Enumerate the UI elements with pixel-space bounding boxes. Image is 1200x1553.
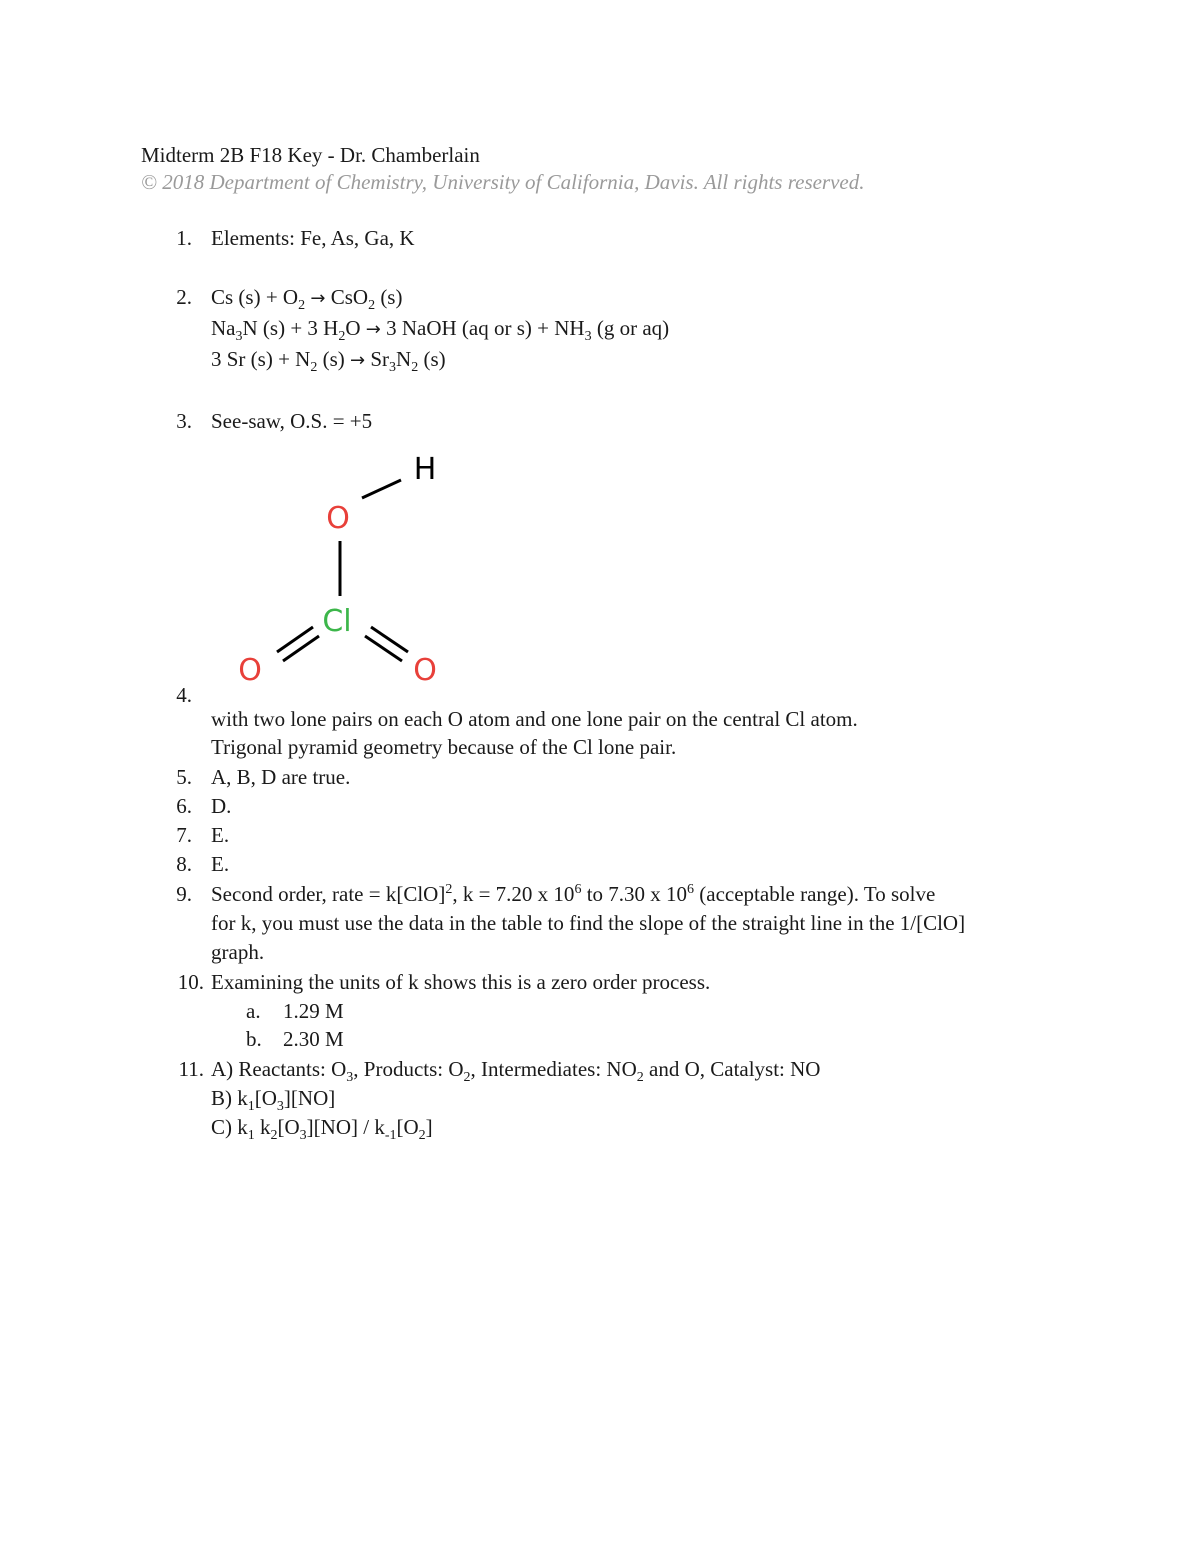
item-number-8: 8. [176,852,192,876]
atom-o-right: O [413,653,437,688]
item-number-2: 2. [176,285,192,309]
answer-2-equation-1: Cs $(s) + O_2 \to CsO_2$ (s) [211,285,403,314]
item-number-4: 4. [176,683,192,707]
atom-cl: Cl [322,604,352,639]
item-number-3: 3. [176,409,192,433]
answer-11-b: B) $k_1[O_3][NO]$ [211,1086,336,1115]
answer-8: E. [211,852,230,876]
document-title: Midterm 2B F18 Key - Dr. Chamberlain [141,143,480,167]
answer-11-c: C) $k_1$ $k_2[O_3][NO] / k_{-1}[O_2]$ [211,1115,433,1144]
atom-h: H [413,452,437,487]
item-number-6: 6. [176,794,192,818]
cl-o-double-bond-right-a [371,627,408,652]
item-number-11: 11. [178,1057,204,1081]
cl-o-double-bond-left-a [277,627,313,652]
answer-10-a-label: a. [246,999,261,1023]
answer-10-b-label: b. [246,1027,262,1051]
cl-o-double-bond-right-b [365,636,402,661]
atom-o-top: O [326,501,350,536]
reaction-arrow-icon: → [365,319,381,340]
answer-4-line-2: Trigonal pyramid geometry because of the Cl lone pair. [211,735,677,759]
item-number-5: 5. [176,765,192,789]
answer-5: A, B, D are true. [211,765,351,789]
answer-9-line-3: graph. [211,940,265,964]
atom-o-left: O [238,653,262,688]
answer-1: Elements: Fe, As, Ga, K [211,226,415,250]
answer-9-line-1: Second order, rate = k[ClO]$^2$, k = 7.20 x $10^6$ to 7.30 x $10^6$ (acceptable range). To solve [211,882,936,906]
item-number-7: 7. [176,823,192,847]
answer-3: See-saw, O.S. = +5 [211,409,373,433]
item-number-10: 10. [177,970,204,994]
answer-10: Examining the units of k shows this is a zero order process. [211,970,711,994]
reaction-arrow-icon: → [350,350,366,371]
answer-6: D. [211,794,232,818]
answer-2-equation-2: $Na_3N$ (s) + 3 $H_2O \to 3$ NaOH (aq or $s) + NH_3$ (g or aq) [211,316,670,345]
item-number-1: 1. [176,226,192,250]
o-h-bond [362,480,401,498]
answer-9-line-2: for k, you must use the data in the table to find the slope of the straight line in the 1/[ClO] [211,911,966,935]
item-number-9: 9. [176,882,192,906]
reaction-arrow-icon: → [310,288,326,309]
copyright-notice: © 2018 Department of Chemistry, University of California, Davis. All rights reserved. [141,170,865,194]
answer-4-line-1: with two lone pairs on each O atom and one lone pair on the central Cl atom. [211,707,858,731]
answer-2-equation-3: 3 Sr $(s) + N_2$ $(s) \to Sr_3N_2$ (s) [211,347,446,376]
answer-10-a: 1.29 M [283,999,344,1023]
answer-10-b: 2.30 M [283,1027,344,1051]
hclo3-structure-diagram [225,450,455,690]
cl-o-double-bond-left-b [283,636,319,661]
answer-11-a: A) Reactants: $O_3$, Products: $O_2$, Intermediates: $NO_2$ and O, Catalyst: NO [211,1057,821,1086]
answer-7: E. [211,823,230,847]
